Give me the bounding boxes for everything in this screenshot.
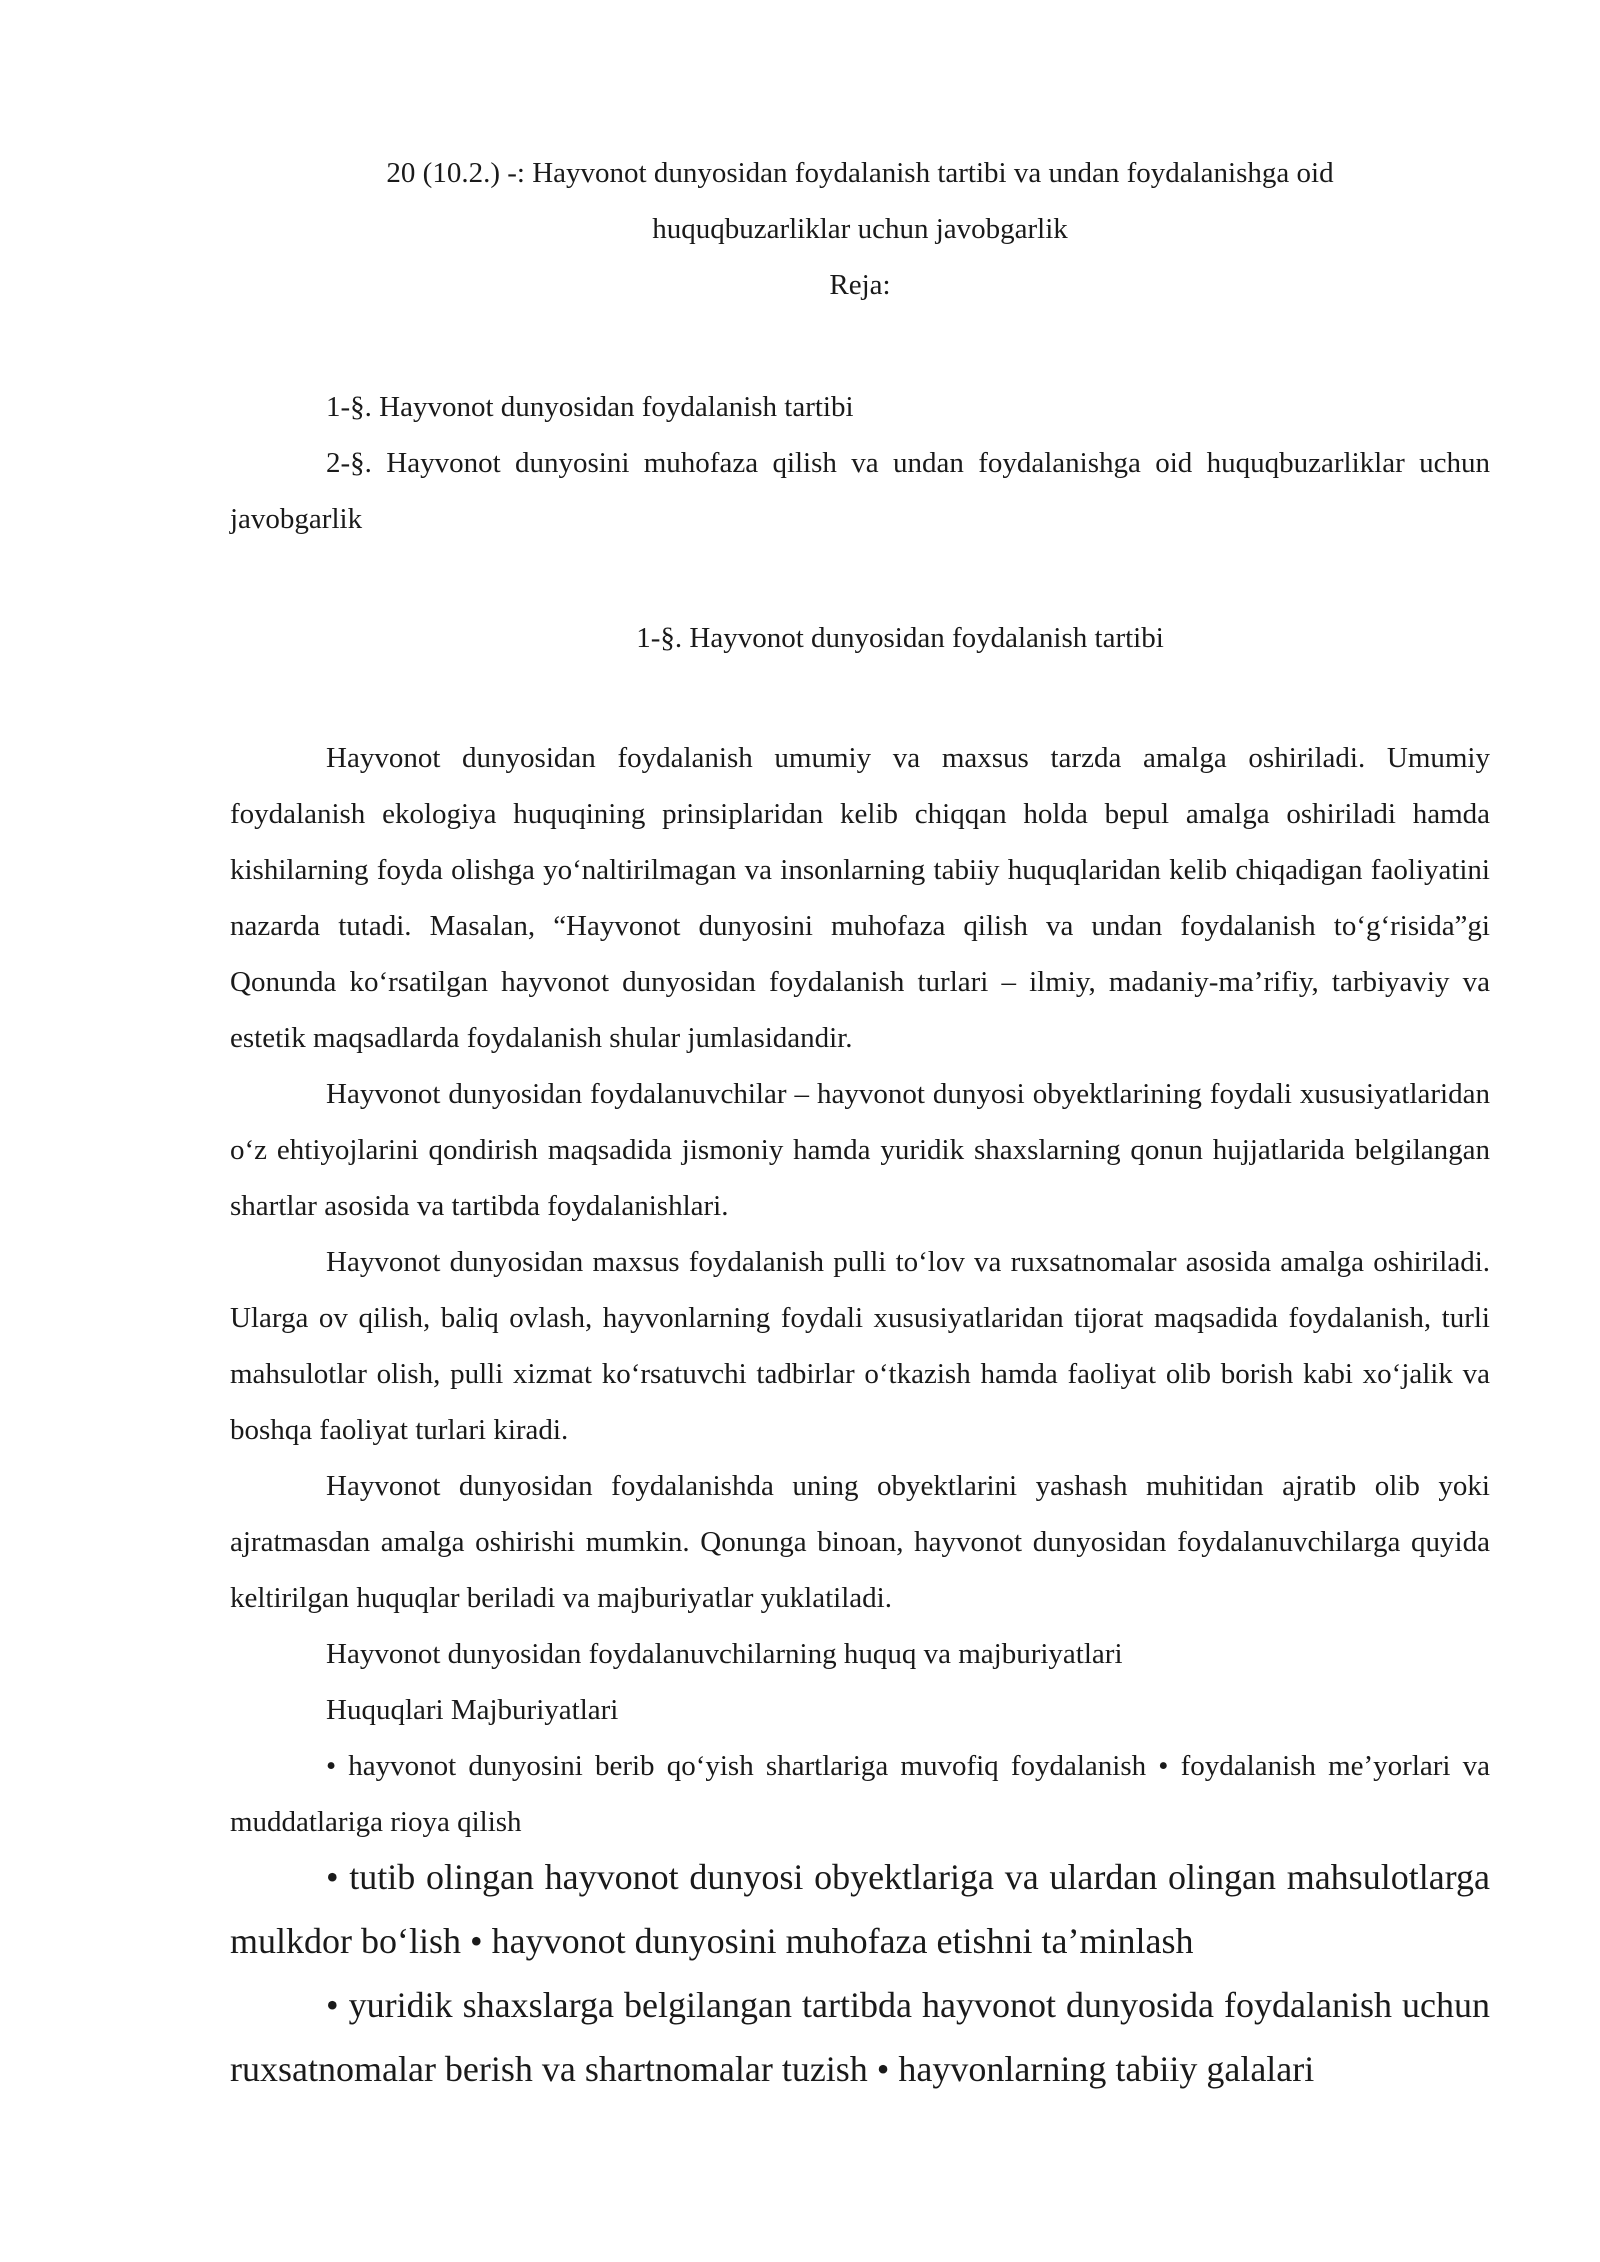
plan-label: Reja: — [829, 269, 891, 301]
paragraph-general-use: Hayvonot dunyosidan foydalanish umumiy va maxsus tarzda amalga oshiriladi. Umumiy foydalanish ekologiya huquqining prinsiplaridan kelib chiqqan holda bepul amalga oshiriladi hamda kishilarning foyda olishga yo‘naltirilmagan va insonlarning tabiiy huquqlaridan kelib chiqadigan faoliyatini nazarda tutadi. Masalan, “Hayvonot dunyosini muhofaza qilish va undan foydalanish to‘g‘risida”gi Qonunda ko‘rsatilgan hayvonot dunyosidan foydalanish turlari – ilmiy, madaniy-ma’rifiy, tarbiyaviy va estetik maqsadlarda foydalanish shular jumlasidandir. — [230, 742, 1490, 1054]
paragraph-bullet-2: • tutib olingan hayvonot dunyosi obyektlariga va ulardan olingan mahsulotlarga mulkdor bo‘lish • hayvonot dunyosini muhofaza etishni ta’minlash — [230, 1857, 1490, 1961]
document-title-line2: huquqbuzarliklar uchun javobgarlik — [652, 213, 1068, 245]
paragraph-users-definition: Hayvonot dunyosidan foydalanuvchilar – hayvonot dunyosi obyektlarining foydali xususiyatlaridan o‘z ehtiyojlarini qondirish maqsadida jismoniy hamda yuridik shaxslarning qonun hujjatlarida belgilangan shartlar asosida va tartibda foydalanishlari. — [230, 1078, 1490, 1222]
paragraph-bullet-1: • hayvonot dunyosini berib qo‘yish shartlariga muvofiq foydalanish • foydalanish me’yorlari va muddatlariga rioya qilish — [230, 1750, 1490, 1838]
section-heading: 1-§. Hayvonot dunyosidan foydalanish tartibi — [636, 622, 1164, 654]
paragraph-rights-columns: Huquqlari Majburiyatlari — [326, 1694, 619, 1726]
paragraph-rights-heading: Hayvonot dunyosidan foydalanuvchilarning huquq va majburiyatlari — [326, 1638, 1123, 1670]
paragraph-special-use: Hayvonot dunyosidan maxsus foydalanish pulli to‘lov va ruxsatnomalar asosida amalga oshiriladi. Ularga ov qilish, baliq ovlash, hayvonlarning foydali xususiyatlaridan tijorat maqsadida foydalanish, turli mahsulotlar olish, pulli xizmat ko‘rsatuvchi tadbirlar o‘tkazish hamda faoliyat olib borish kabi xo‘jalik va boshqa faoliyat turlari kiradi. — [230, 1246, 1490, 1446]
body-text-large — [230, 1845, 1490, 2101]
body-text — [230, 730, 1490, 1850]
paragraph-bullet-3: • yuridik shaxslarga belgilangan tartibda hayvonot dunyosida foydalanish uchun ruxsatnomalar berish va shartnomalar tuzish • hayvonlarning tabiiy galalari — [230, 1985, 1490, 2089]
document-title-line1: 20 (10.2.) -: Hayvonot dunyosidan foydalanish tartibi va undan foydalanishga oid — [386, 157, 1334, 189]
paragraph-use-methods: Hayvonot dunyosidan foydalanishda uning obyektlarini yashash muhitidan ajratib olib yoki ajratmasdan amalga oshirishi mumkin. Qonunga binoan, hayvonot dunyosidan foydalanuvchilarga quyida keltirilgan huquqlar beriladi va majburiyatlar yuklatiladi. — [230, 1470, 1490, 1614]
plan-item-2: 2-§. Hayvonot dunyosini muhofaza qilish va undan foydalanishga oid huquqbuzarliklar uchun javobgarlik — [230, 447, 1490, 535]
plan-item-1: 1-§. Hayvonot dunyosidan foydalanish tartibi — [326, 391, 854, 423]
